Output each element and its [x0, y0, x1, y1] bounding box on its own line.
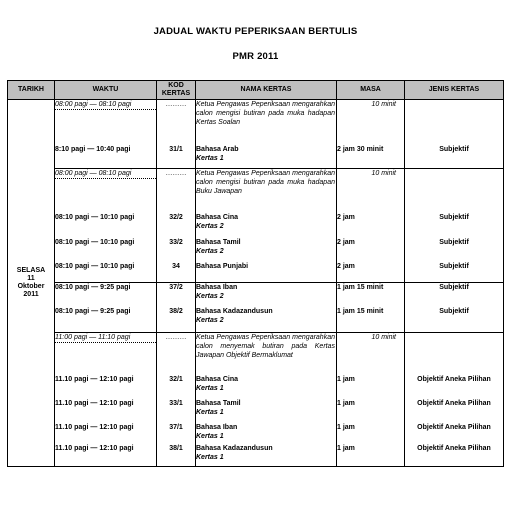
table-row: [8, 444, 504, 467]
duration: 10 minit: [337, 100, 405, 145]
paper-name: Bahasa Kadazandusun: [196, 444, 273, 452]
time-range: 08:00 pagi — 08:10 pagi: [55, 100, 156, 110]
duration: 2 jam 30 minit: [337, 145, 405, 169]
paper-name: Bahasa Arab: [196, 145, 239, 153]
header-masa: MASA: [337, 81, 405, 100]
paper-number: Kertas 2: [196, 247, 224, 255]
time-range: 8:10 pagi — 10:40 pagi: [55, 145, 157, 169]
table-row: [8, 375, 504, 399]
paper-code: 34: [157, 262, 196, 283]
paper-code: 37/2: [157, 283, 196, 307]
paper-number: Kertas 1: [196, 408, 224, 416]
document-subtitle: PMR 2011: [232, 51, 279, 62]
table-row: [8, 283, 504, 307]
duration: 1 jam 15 minit: [337, 283, 405, 307]
paper-name: Bahasa Tamil: [196, 399, 241, 407]
duration: 2 jam: [337, 238, 405, 262]
header-tarikh: TARIKH: [8, 81, 55, 100]
paper-name: Bahasa Kadazandusun: [196, 307, 273, 315]
duration: 1 jam: [337, 375, 405, 399]
paper-code: 33/2: [157, 238, 196, 262]
duration: 1 jam: [337, 399, 405, 423]
instruction-text: Ketua Pengawas Peperiksaan mengarahkan calon mengisi butiran pada muka hadapan Kertas Soalan: [196, 100, 337, 145]
paper-type: Subjektif: [405, 213, 504, 238]
paper-number: Kertas 1: [196, 154, 224, 162]
table-row: [8, 307, 504, 333]
duration: 2 jam: [337, 213, 405, 238]
duration: 10 minit: [337, 333, 405, 375]
paper-code: 32/2: [157, 213, 196, 238]
table-row: [8, 262, 504, 283]
time-range: 11.10 pagi — 12:10 pagi: [55, 399, 157, 423]
paper-name: Bahasa Tamil: [196, 238, 241, 246]
table-row: [8, 213, 504, 238]
paper-code: 33/1: [157, 399, 196, 423]
paper-type: Objektif Aneka Pilihan: [405, 399, 504, 423]
time-range: 08:10 pagi — 9:25 pagi: [55, 283, 157, 307]
time-range: 11.10 pagi — 12:10 pagi: [55, 423, 157, 444]
paper-type: Subjektif: [405, 283, 504, 307]
document-title: JADUAL WAKTU PEPERIKSAAN BERTULIS: [153, 26, 358, 37]
paper-name: Bahasa Iban: [196, 284, 238, 291]
paper-type: Objektif Aneka Pilihan: [405, 375, 504, 399]
paper-number: Kertas 2: [196, 293, 224, 300]
paper-type: Subjektif: [405, 238, 504, 262]
paper-type: Subjektif: [405, 307, 504, 333]
paper-number: Kertas 1: [196, 432, 224, 440]
paper-number: Kertas 2: [196, 316, 224, 324]
duration: 10 minit: [337, 169, 405, 213]
table-row: [8, 238, 504, 262]
paper-name: Bahasa Iban: [196, 423, 238, 431]
paper-number: Kertas 2: [196, 222, 224, 230]
time-range: 08:10 pagi — 9:25 pagi: [55, 307, 157, 333]
paper-code: 31/1: [157, 145, 196, 169]
table-row: [8, 423, 504, 444]
date-cell: SELASA 11 Oktober 2011: [8, 100, 55, 467]
duration: 1 jam 15 minit: [337, 307, 405, 333]
time-range: 08:10 pagi — 10:10 pagi: [55, 213, 157, 238]
paper-code: 38/2: [157, 307, 196, 333]
instruction-text: Ketua Pengawas Peperiksaan mengarahkan calon menyemak butiran pada Kertas Jawapan Objektif Bermaklumat: [196, 333, 337, 375]
exam-schedule-table: [7, 80, 504, 467]
table-row: [8, 169, 504, 213]
duration: 1 jam: [337, 423, 405, 444]
time-range: 11.10 pagi — 12:10 pagi: [55, 444, 157, 467]
time-range: 08:10 pagi — 10:10 pagi: [55, 238, 157, 262]
paper-type: Subjektif: [405, 262, 504, 283]
header-row: [8, 81, 504, 100]
paper-type: Subjektif: [405, 145, 504, 169]
paper-name: Bahasa Cina: [196, 213, 239, 221]
paper-code: ………: [157, 100, 196, 145]
paper-code: ………: [157, 169, 196, 213]
paper-type: Objektif Aneka Pilihan: [405, 423, 504, 444]
header-jenis-kertas: JENIS KERTAS: [405, 81, 504, 100]
paper-number: Kertas 1: [196, 384, 224, 392]
time-range: 11.10 pagi — 12:10 pagi: [55, 375, 157, 399]
paper-code: ………: [157, 333, 196, 375]
table-row: [8, 100, 504, 145]
header-kod-kertas: KOD KERTAS: [157, 81, 196, 100]
paper-code: 32/1: [157, 375, 196, 399]
paper-code: 38/1: [157, 444, 196, 467]
table-row: [8, 399, 504, 423]
table-row: [8, 333, 504, 375]
duration: 2 jam: [337, 262, 405, 283]
instruction-text: Ketua Pengawas Peperiksaan mengarahkan calon mengisi butiran pada muka hadapan Buku Jawapan: [196, 169, 337, 213]
table-row: [8, 145, 504, 169]
paper-type: Objektif Aneka Pilihan: [405, 444, 504, 467]
time-range: 08:10 pagi — 10:10 pagi: [55, 262, 157, 283]
time-range: 11:00 pagi — 11:10 pagi: [55, 333, 156, 343]
header-waktu: WAKTU: [55, 81, 157, 100]
paper-code: 37/1: [157, 423, 196, 444]
paper-number: Kertas 1: [196, 453, 224, 461]
duration: 1 jam: [337, 444, 405, 467]
paper-name: Bahasa Punjabi: [196, 262, 249, 270]
header-nama-kertas: NAMA KERTAS: [196, 81, 337, 100]
paper-name: Bahasa Cina: [196, 375, 239, 383]
time-range: 08:00 pagi — 08:10 pagi: [55, 169, 156, 179]
